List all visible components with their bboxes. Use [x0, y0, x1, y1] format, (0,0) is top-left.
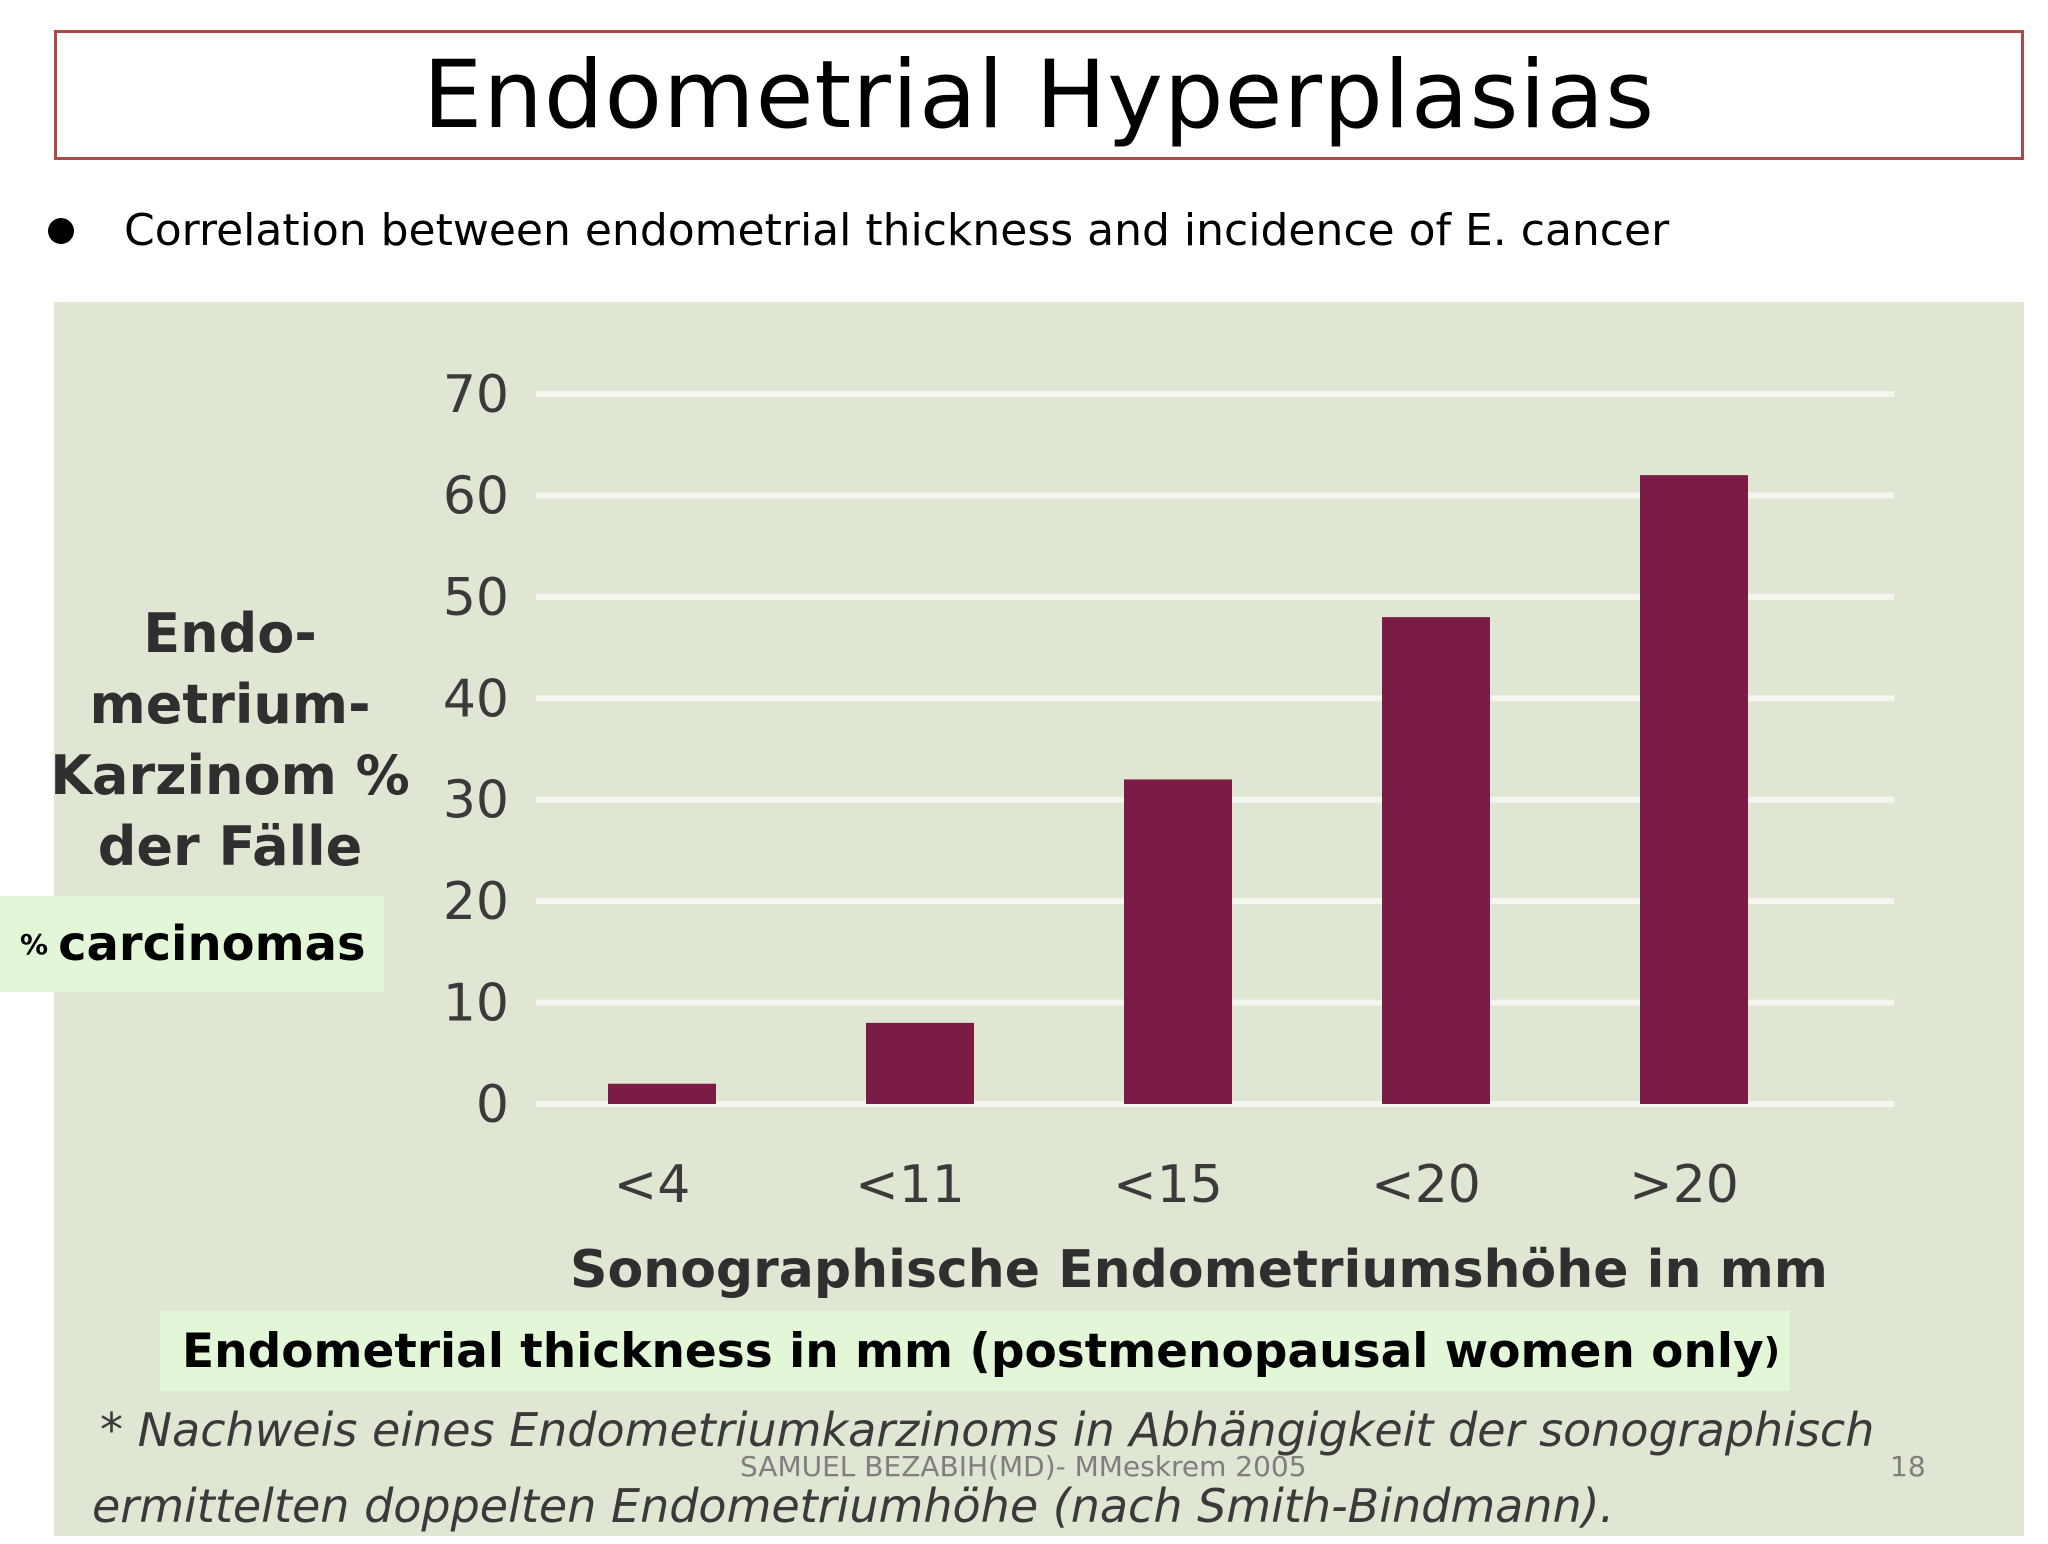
page-number: 18	[1890, 1450, 1926, 1483]
carcinomas-label-box	[0, 896, 384, 992]
x-tick-label: <20	[1371, 1155, 1481, 1215]
y-tick-label: 60	[442, 466, 509, 527]
bar	[1124, 779, 1232, 1104]
english-xlabel-box	[160, 1311, 1790, 1391]
x-tick-label: <15	[1113, 1155, 1223, 1215]
y-tick-label: 10	[442, 973, 509, 1034]
bullet-text: Correlation between endometrial thickness and incidence of E. cancer	[124, 205, 1670, 256]
bullet-dot-icon	[48, 218, 74, 244]
bar	[1640, 475, 1748, 1104]
carcinomas-label: carcinomas	[58, 916, 366, 972]
y-tick-label: 40	[442, 669, 509, 730]
bullet-row	[48, 205, 1669, 256]
english-xlabel-paren: )	[1763, 1330, 1781, 1372]
y-tick-label: 50	[442, 567, 509, 628]
footnote-line-1: * Nachweis eines Endometriumkarzinoms in Abhängigkeit der sonographisch	[100, 1403, 1875, 1457]
x-tick-label: >20	[1629, 1155, 1739, 1215]
footnote-line-2: ermittelten doppelten Endometriumhöhe (nach Smith-Bindmann).	[92, 1479, 1615, 1533]
x-tick-label: <11	[855, 1155, 965, 1215]
bar	[608, 1084, 716, 1104]
title-box	[54, 30, 2024, 160]
x-tick-label: <4	[613, 1155, 691, 1215]
y-tick-label: 0	[475, 1075, 509, 1135]
x-axis-label: Sonographische Endometriumshöhe in mm	[570, 1240, 1828, 1300]
percent-symbol: %	[20, 927, 49, 961]
bar	[866, 1023, 974, 1104]
y-axis-label: Endo- metrium- Karzinom % der Fälle	[50, 602, 410, 878]
footer-author: SAMUEL BEZABIH(MD)- MMeskrem 2005	[740, 1450, 1307, 1483]
y-tick-label: 70	[442, 365, 509, 425]
english-xlabel: Endometrial thickness in mm (postmenopausal women only	[182, 1323, 1764, 1379]
slide-title: Endometrial Hyperplasias	[422, 40, 1656, 150]
y-tick-label: 30	[442, 770, 509, 831]
bar	[1382, 617, 1490, 1104]
y-tick-label: 20	[442, 872, 509, 933]
